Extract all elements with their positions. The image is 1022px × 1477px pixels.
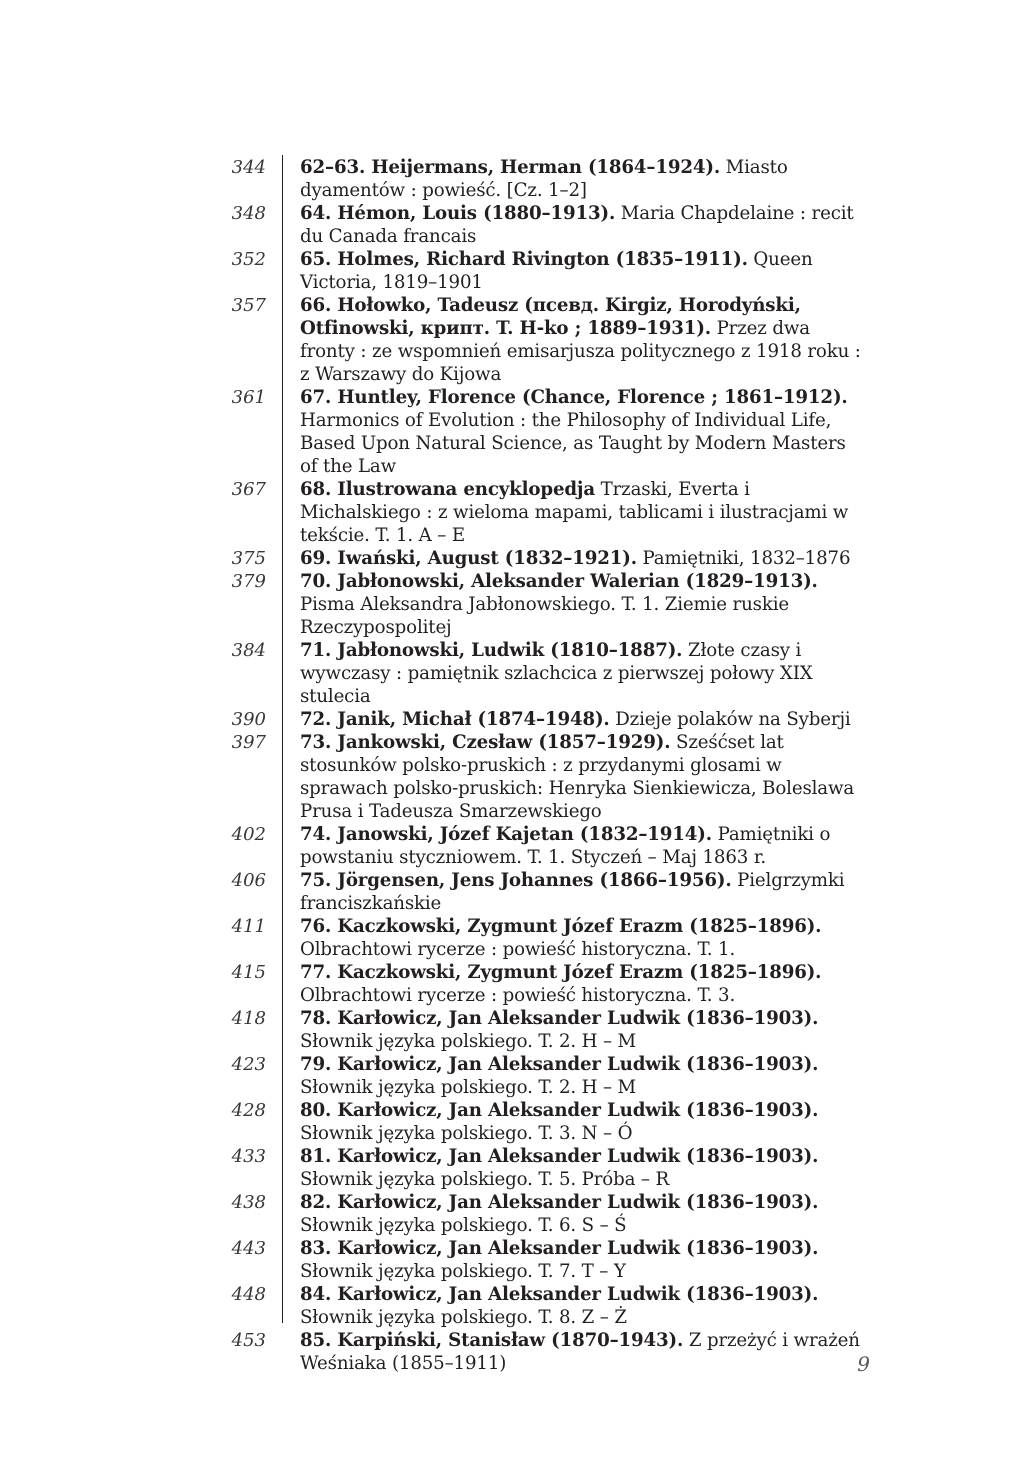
toc-entry-text	[300, 570, 868, 639]
toc-entry-text	[300, 1053, 868, 1099]
toc-entry-author: 71. Jabłonowski, Ludwik (1810–1887).	[300, 640, 683, 661]
toc-entry	[228, 823, 873, 869]
toc-entry-title: Złote czasy i wywczasy : pamiętnik szlachcica z pierwszej połowy XIX stulecia	[300, 640, 813, 707]
toc-entry-author: 76. Kaczkowski, Zygmunt Józef Erazm (1825–1896).	[300, 916, 822, 937]
toc-entry	[228, 478, 873, 547]
toc-entry-author: 67. Huntley, Florence (Chance, Florence ; 1861–1912).	[300, 387, 848, 408]
toc-entry-author: 85. Karpiński, Stanisław (1870–1943).	[300, 1330, 684, 1351]
toc-page-number: 418	[231, 1008, 266, 1029]
toc-entry-author: 70. Jabłonowski, Aleksander Walerian (1829–1913).	[300, 571, 818, 592]
toc-entry-author: 74. Janowski, Józef Kajetan (1832–1914).	[300, 824, 712, 845]
toc-entry-title: Słownik języka polskiego. T. 2. H – M	[300, 1031, 637, 1052]
page-number: 9	[857, 1352, 870, 1376]
toc-entry-author: 64. Hémon, Louis (1880–1913).	[300, 203, 616, 224]
toc-page-number: 352	[231, 249, 266, 270]
toc-entry-title: Słownik języka polskiego. T. 2. H – M	[300, 1077, 637, 1098]
toc-entry	[228, 570, 873, 639]
toc-entry-title: Trzaski, Everta i Michalskiego : z wieloma mapami, tablicami i ilustracjami w tekście. T. 1. A – E	[300, 479, 849, 546]
toc-page-number: 361	[231, 387, 266, 408]
toc-entry-title: Sześćset lat stosunków polsko-pruskich : z przydanymi glosami w sprawach polsko-pruskich: Henryka Sienkiewicza, Boleslawa Prusa i Tadeusza Smarzewskiego	[300, 732, 855, 822]
toc-entry	[228, 639, 873, 708]
toc-entry-author: 73. Jankowski, Czesław (1857–1929).	[300, 732, 671, 753]
toc-entry-author: 77. Kaczkowski, Zygmunt Józef Erazm (1825–1896).	[300, 962, 822, 983]
toc-entry	[228, 547, 873, 570]
toc-entry-text	[300, 1191, 868, 1237]
toc-entry-text	[300, 731, 868, 823]
toc-page-number: 390	[231, 709, 266, 730]
toc-page-number: 423	[231, 1054, 266, 1075]
toc-entry-title: Pamiętniki, 1832–1876	[636, 548, 851, 569]
toc-entry-author: 62–63. Heijermans, Herman (1864–1924).	[300, 157, 721, 178]
toc-page-number: 379	[231, 571, 266, 592]
toc-entry-text	[300, 1237, 868, 1283]
toc-entry-title: Harmonics of Evolution : the Philosophy of Individual Life, Based Upon Natural Science, as Taught by Modern Masters of the Law	[300, 410, 846, 477]
toc-entry-author: 69. Iwański, August (1832–1921).	[300, 548, 637, 569]
toc-entry-text	[300, 961, 868, 1007]
toc-entry-title: Pamiętniki o powstaniu styczniowem. T. 1. Styczeń – Maj 1863 r.	[300, 824, 831, 868]
toc-entry-title: Maria Chapdelaine : recit du Canada francais	[300, 203, 854, 247]
toc-page-number: 375	[231, 548, 266, 569]
toc-page-number: 453	[231, 1330, 266, 1351]
toc-page-number: 415	[231, 962, 266, 983]
toc-entry	[228, 294, 873, 386]
toc-page-number: 397	[231, 732, 266, 753]
toc-entry-text	[300, 869, 868, 915]
toc-entry-title: Słownik języka polskiego. T. 5. Próba – R	[300, 1169, 670, 1190]
toc-entry-text	[300, 547, 868, 570]
toc-entry-text	[300, 1007, 868, 1053]
toc-entry-title: Olbrachtowi rycerze : powieść historyczna. T. 3.	[300, 985, 736, 1006]
toc-entry-text	[300, 915, 868, 961]
toc-entry	[228, 1099, 873, 1145]
toc-entry-author: 72. Janik, Michał (1874–1948).	[300, 709, 610, 730]
toc-entry-title: Miasto dyamentów : powieść. [Cz. 1–2]	[300, 157, 788, 201]
toc-entry	[228, 1283, 873, 1329]
toc-entry-text	[300, 823, 868, 869]
toc-entry-text	[300, 1145, 868, 1191]
toc-entry-author: 83. Karłowicz, Jan Aleksander Ludwik (1836–1903).	[300, 1238, 819, 1259]
toc-page-number: 443	[231, 1238, 266, 1259]
toc-entry-text	[300, 639, 868, 708]
toc-entry	[228, 915, 873, 961]
toc-entry	[228, 1007, 873, 1053]
toc-entry	[228, 1191, 873, 1237]
toc-entry	[228, 156, 873, 202]
toc-page-number: 438	[231, 1192, 266, 1213]
toc-page-number: 357	[231, 295, 266, 316]
toc-entry-text	[300, 248, 868, 294]
toc-entry-author: 82. Karłowicz, Jan Aleksander Ludwik (1836–1903).	[300, 1192, 819, 1213]
toc-entry-author: 78. Karłowicz, Jan Aleksander Ludwik (1836–1903).	[300, 1008, 819, 1029]
toc-entry	[228, 1329, 873, 1375]
toc-entry-title: Z przeżyć i wrażeń Weśniaka (1855–1911)	[300, 1330, 860, 1374]
toc-page-number: 428	[231, 1100, 266, 1121]
toc-page-number: 411	[231, 916, 266, 937]
toc-entry-author: 81. Karłowicz, Jan Aleksander Ludwik (1836–1903).	[300, 1146, 819, 1167]
toc-entry-text	[300, 708, 868, 731]
toc-page-number: 344	[231, 157, 266, 178]
toc-entry-text	[300, 156, 868, 202]
toc-page-number: 348	[231, 203, 266, 224]
toc-entry-text	[300, 1283, 868, 1329]
toc-entry-text	[300, 202, 868, 248]
toc-entry-title: Dzieje polaków na Syberji	[609, 709, 851, 730]
toc-entry-title: Słownik języka polskiego. T. 7. T – Y	[300, 1261, 626, 1282]
toc-entry-author: 75. Jörgensen, Jens Johannes (1866–1956).	[300, 870, 732, 891]
toc-entry	[228, 961, 873, 1007]
toc-entry-text	[300, 1099, 868, 1145]
toc-entry-text	[300, 478, 868, 547]
toc-entry-title: Pisma Aleksandra Jabłonowskiego. T. 1. Ziemie ruskie Rzeczypospolitej	[300, 594, 789, 638]
table-of-contents	[228, 156, 873, 1375]
toc-entry-author: 84. Karłowicz, Jan Aleksander Ludwik (1836–1903).	[300, 1284, 819, 1305]
toc-entry-text	[300, 386, 868, 478]
toc-entry-author: 80. Karłowicz, Jan Aleksander Ludwik (1836–1903).	[300, 1100, 819, 1121]
toc-entry-title: Słownik języka polskiego. T. 8. Z – Ż	[300, 1307, 627, 1328]
toc-entry	[228, 869, 873, 915]
toc-entry-author: 65. Holmes, Richard Rivington (1835–1911).	[300, 249, 748, 270]
toc-page-number: 433	[231, 1146, 266, 1167]
toc-entry-author: 68. Ilustrowana encyklopedja	[300, 479, 595, 500]
toc-entry-title: Pielgrzymki franciszkańskie	[300, 870, 845, 914]
toc-page-number: 406	[231, 870, 266, 891]
toc-entry-title: Słownik języka polskiego. T. 3. N – Ó	[300, 1123, 633, 1144]
toc-page-number: 448	[231, 1284, 266, 1305]
toc-entry-title: Olbrachtowi rycerze : powieść historyczna. T. 1.	[300, 939, 736, 960]
toc-entry-text	[300, 294, 868, 386]
toc-entry	[228, 1053, 873, 1099]
toc-entry	[228, 708, 873, 731]
toc-entry	[228, 202, 873, 248]
toc-entry-title: Przez dwa fronty : ze wspomnień emisarjusza politycznego z 1918 roku : z Warszawy do Kijowa	[300, 318, 861, 385]
toc-entry	[228, 1145, 873, 1191]
toc-entry	[228, 386, 873, 478]
toc-entry-author: 66. Hołowko, Tadeusz (псевд. Kirgiz, Horodyński, Otfinowski, крипт. T. H-ko ; 1889–1931).	[300, 295, 801, 339]
toc-entry	[228, 731, 873, 823]
toc-page-number: 367	[231, 479, 266, 500]
toc-entry-text	[300, 1329, 868, 1375]
toc-entry-author: 79. Karłowicz, Jan Aleksander Ludwik (1836–1903).	[300, 1054, 819, 1075]
toc-entry	[228, 248, 873, 294]
toc-entry-title: Słownik języka polskiego. T. 6. S – Ś	[300, 1215, 627, 1236]
toc-entry	[228, 1237, 873, 1283]
toc-page-number: 402	[231, 824, 266, 845]
toc-page-number: 384	[231, 640, 266, 661]
toc-entry-title: Queen Victoria, 1819–1901	[300, 249, 813, 293]
